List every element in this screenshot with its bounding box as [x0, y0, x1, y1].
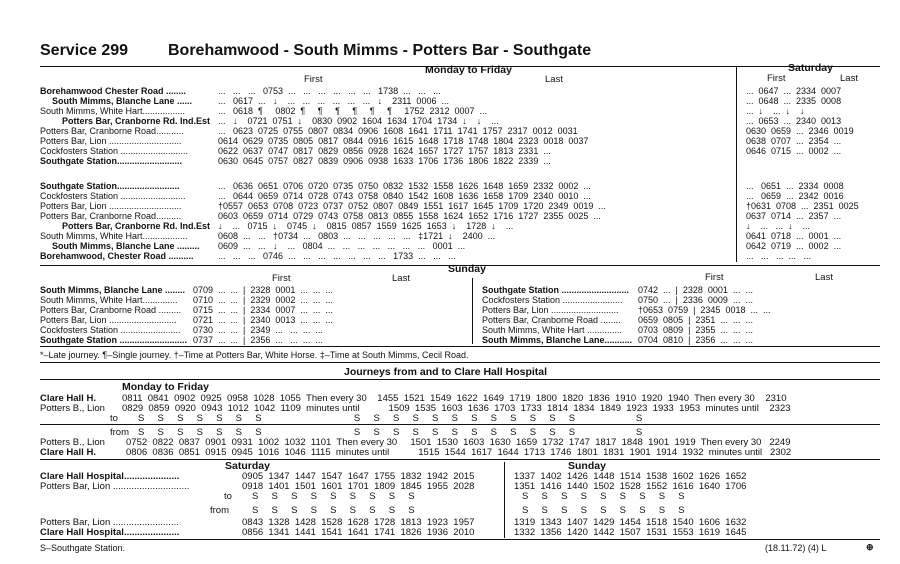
stop-name: Potters Bar, Lion ........................... [40, 315, 177, 325]
times: ... ↓ ... ↓ ↓ [746, 106, 805, 116]
times: †0557 0653 0708 0723 0737 0752 0807 0849 1551 1617 1645 1709 1720 2349 0019 ... [218, 201, 606, 211]
stop-name: South Mimms, Blanche Lane........... [482, 335, 633, 345]
stop-name: Potters Bar, Cranborne Road ......... [40, 305, 182, 315]
sun-right-table [482, 285, 770, 345]
notes-rule [40, 346, 880, 347]
sun-first-label-r: First [705, 272, 724, 283]
hosp-sat-r2: 0918 1401 1501 1601 1701 1809 1845 1955 2028 [242, 481, 475, 492]
service-number: Service 299 [40, 42, 129, 59]
sun-last-label-l: Last [392, 273, 410, 284]
hosp-sat-r1-stop: Clare Hall Hospital..................... [40, 471, 180, 482]
times: 0646 0715 ... 0002 ... [746, 146, 842, 156]
table-row [40, 295, 333, 305]
table-row [40, 325, 333, 335]
sun-first-label-l: First [272, 273, 291, 284]
times: 0742 ... | 2328 0001 ... ... [638, 285, 753, 295]
table-row [482, 335, 770, 345]
table-row [482, 285, 770, 295]
stop-name: Southgate Station ........................... [482, 285, 630, 295]
hosp-sun-r3: S S S S S S S S S [522, 491, 685, 502]
stop-name: Cockfosters Station ........................ [482, 295, 623, 305]
hosp-sat-r4: S S S S S S S S S [252, 505, 415, 516]
table-row [40, 191, 606, 201]
stop-name: South Mimms, White Hart .............. [482, 325, 623, 335]
hosp-mf-r2: 0829 0859 0920 0943 1012 1042 1109 minutes until 1509 1535 1603 1636 1703 1733 1814 1834 1849 1923 1933 1953 minutes until 2323 [122, 403, 791, 414]
table-row [40, 86, 588, 96]
table-row [746, 146, 854, 156]
table-row [746, 251, 859, 261]
mf-inbound-table [40, 181, 606, 261]
table-row [746, 136, 854, 146]
hosp-mf-label: Monday to Friday [122, 381, 209, 393]
times: 0630 0659 ... 2346 0019 [746, 126, 854, 136]
mf-last-label: Last [545, 74, 563, 85]
hosp-mf-r4-stop: from [110, 427, 129, 438]
times: 0704 0810 | 2356 ... ... ... [638, 335, 753, 345]
times: ... 0617 ... ↓ ... ... ... ... ... ... ↓ 2311 0006 ... [218, 96, 449, 106]
hosp-sun-label: Sunday [568, 460, 606, 472]
hosp-mf-r6: 0806 0836 0851 0915 0945 1016 1046 1115 minutes until 1515 1544 1617 1644 1713 1746 1801 1831 1901 1914 1932 minutes until 2302 [126, 447, 792, 458]
times: ... 0647 ... 2334 0007 [746, 86, 842, 96]
times: 0641 0718 ... 0001 ... [746, 231, 842, 241]
sunday-divider [472, 278, 473, 344]
sunday-label: Sunday [448, 263, 486, 275]
table-row [482, 315, 770, 325]
stop-name: Potters Bar, Lion ........................... [482, 305, 619, 315]
stop-name: Cockfosters Station ........................ [40, 325, 181, 335]
stop-name: Potters Bar, Cranborne Road........... [40, 126, 184, 136]
table-row [40, 315, 333, 325]
times: ... 0623 0725 0755 0807 0834 0906 1608 1641 1711 1741 1757 2317 0012 0031 [218, 126, 578, 136]
times: 0750 ... | 2336 0009 ... ... [638, 295, 753, 305]
hosp-sat-r3-stop: to [224, 491, 232, 502]
sat-inbound-table [746, 181, 859, 261]
stop-name: Potters Bar, Cranborne Road ........ [482, 315, 621, 325]
table-row [746, 181, 859, 191]
hosp-mf-r1-stop: Clare Hall H. [40, 393, 96, 404]
times: 0737 ... ... | 2356 ... ... ... ... [193, 335, 323, 345]
times: 0659 0805 | 2351 ... ... ... [638, 315, 753, 325]
times: 0603 0659 0714 0729 0743 0758 0813 0855 1558 1624 1652 1716 1727 2355 0025 ... [218, 211, 601, 221]
stop-name: South Mimms, Blanche Lane ........ [40, 285, 186, 295]
sat-divider [736, 66, 737, 262]
hosp-sat-r4-stop: from [210, 505, 229, 516]
table-row [40, 201, 606, 211]
stop-name: Southgate Station ........................... [40, 335, 188, 345]
hosp-mf-r5: 0752 0822 0837 0901 0931 1002 1032 1101 Then every 30 1501 1530 1603 1630 1659 1732 1747 1817 1848 1901 1919 Then every 30 2249 [126, 437, 791, 448]
footer-ref: (18.11.72) (4) L [765, 543, 827, 553]
sat-first-label: First [767, 73, 786, 84]
footer-rule [40, 539, 880, 540]
stop-name: South Mimms, White Hart................. [40, 106, 186, 116]
sun-left-table [40, 285, 333, 345]
table-row [40, 136, 588, 146]
table-row [746, 116, 854, 126]
table-row [746, 126, 854, 136]
times: 0638 0707 ... 2354 ... [746, 136, 842, 146]
mf-first-label: First [304, 74, 323, 85]
table-row [40, 126, 588, 136]
times: ... 0618 ¶ 0802 ¶ ¶ ¶ ¶ ¶ ¶ 1752 2312 0007 ... [218, 106, 488, 116]
stop-name: Potters Bar, Lion ............................. [40, 201, 182, 211]
times: 0622 0637 0747 0817 0829 0856 0928 1624 1657 1727 1757 1813 2331 ... [218, 146, 551, 156]
table-row [40, 181, 606, 191]
hosp-sun-divider [504, 462, 505, 538]
table-row [40, 251, 606, 261]
times: 0715 ... ... | 2334 0007 ... ... ... [193, 305, 333, 315]
times: ... 0644 0659 0714 0728 0743 0758 0840 1542 1608 1636 1658 1709 2340 0010 ... [218, 191, 591, 201]
table-row [746, 211, 859, 221]
table-row [40, 335, 333, 345]
times: ... ... ... 0746 ... ... ... ... ... ... ... 1733 ... ... ... [218, 251, 456, 261]
times: 0614 0629 0735 0805 0817 0844 0916 1615 1648 1718 1748 1804 2323 0018 0037 [218, 136, 589, 146]
table-row [746, 96, 854, 106]
stop-name: Borehamwood, Chester Road .......... [40, 251, 194, 261]
times: ... ... ... ... ... [746, 251, 812, 261]
stop-name: Cockfosters Station .......................... [40, 191, 186, 201]
times: ↓ ... 0715 ↓ 0745 ↓ 0815 0857 1559 1625 1653 ↓ 1728 ↓ ... [218, 221, 514, 231]
table-row [40, 305, 333, 315]
table-row [40, 211, 606, 221]
hosp-sat-r1: 0905 1347 1447 1547 1647 1755 1832 1942 2015 [242, 471, 475, 482]
table-row [482, 295, 770, 305]
hosp-sat-r5-stop: Potters Bar, Lion ......................... [40, 517, 179, 528]
sat-label: Saturday [788, 62, 833, 74]
times: 0710 ... ... | 2329 0002 ... ... ... [193, 295, 333, 305]
hosp-sat-r6: 0856 1341 1441 1541 1641 1741 1826 1936 2010 [242, 527, 475, 538]
stop-name: Southgate Station......................... [40, 181, 180, 191]
mf-outbound-table [40, 86, 588, 166]
table-row [40, 106, 588, 116]
times: ... 0659 ... 2342 0016 [746, 191, 844, 201]
table-row [746, 231, 859, 241]
route-title: Borehamwood - South Mimms - Potters Bar - Southgate [168, 42, 592, 59]
mf-label: Monday to Friday [425, 64, 512, 76]
hosp-mf-r4: S S S S S S S S S S S S S S S S S S S S [138, 427, 643, 438]
table-row [746, 221, 859, 231]
table-row [40, 116, 588, 126]
hosp-sun-r1: 1337 1402 1426 1448 1514 1538 1602 1626 1652 [514, 471, 747, 482]
hosp-sun-r4: S S S S S S S S S [522, 505, 685, 516]
table-row [40, 146, 588, 156]
times: †0631 0708 ... 2351 0025 [746, 201, 859, 211]
table-row [40, 221, 606, 231]
times: 0608 ... ... †0734 ... 0803 ... ... ... ... ... ‡1721 ↓ 2400 ... [218, 231, 496, 241]
hosp-sat-r5: 0843 1328 1428 1528 1628 1728 1813 1923 1957 [242, 517, 475, 528]
table-row [746, 106, 854, 116]
stop-name: Potters Bar, Lion ............................. [40, 136, 182, 146]
stop-name: Potters Bar, Cranborne Rd. Ind.Est [62, 221, 211, 231]
table-row [482, 305, 770, 315]
times: ↓ ... ... ↓ ... [746, 221, 811, 231]
hosp-mf-r3: S S S S S S S S S S S S S S S S S S S S [138, 413, 643, 424]
hospital-rule-bottom [40, 379, 880, 380]
table-row [40, 96, 588, 106]
hosp-mf-r5-stop: Potters B., Lion [40, 437, 105, 448]
times: ... 0653 ... 2340 0013 [746, 116, 842, 126]
times: 0721 ... ... | 2340 0013 ... ... ... [193, 315, 333, 325]
stop-name: Potters Bar, Cranborne Road.......... [40, 211, 182, 221]
stop-name: Potters Bar, Cranborne Rd. Ind.Est [62, 116, 211, 126]
table-row [40, 156, 588, 166]
table-row [746, 86, 854, 96]
times: †0653 0759 | 2345 0018 ... ... [638, 305, 771, 315]
hosp-mf-r1: 0811 0841 0902 0925 0958 1028 1055 Then every 30 1455 1521 1549 1622 1649 1719 1800 1820 1836 1910 1920 1940 Then every 30 2310 [122, 393, 787, 404]
table-row [40, 231, 606, 241]
hospital-title: Journeys from and to Clare Hall Hospital [344, 366, 548, 378]
hosp-mf-r2-stop: Potters B., Lion [40, 403, 105, 414]
hosp-mf-r6-stop: Clare Hall H. [40, 447, 96, 458]
hospital-rule-top [40, 362, 880, 363]
table-row [746, 241, 859, 251]
hosp-sat-r6-stop: Clare Hall Hospital..................... [40, 527, 180, 538]
table-row [40, 241, 606, 251]
stop-name: South Mimms, White Hart.................. [40, 231, 188, 241]
stop-name: Southgate Station.......................... [40, 156, 183, 166]
hosp-sat-label: Saturday [225, 460, 270, 472]
hosp-sun-r5: 1319 1343 1407 1429 1454 1518 1540 1606 1632 [514, 517, 747, 528]
sat-outbound-table [746, 86, 854, 156]
stop-name: Cockfosters Station ........................... [40, 146, 189, 156]
hosp-sat-r3: S S S S S S S S S [252, 491, 415, 502]
hosp-mf-r3-stop: to [110, 413, 118, 424]
times: 0703 0809 | 2355 ... ... ... [638, 325, 753, 335]
times: ... 0636 0651 0706 0720 0735 0750 0832 1532 1558 1626 1648 1659 2332 0002 ... [218, 181, 591, 191]
times: 0637 0714 ... 2357 ... [746, 211, 842, 221]
sun-last-label-r: Last [815, 272, 833, 283]
table-row [746, 191, 859, 201]
table-row [40, 285, 333, 295]
times: 0709 ... ... | 2328 0001 ... ... ... [193, 285, 333, 295]
hosp-sun-r2: 1351 1416 1440 1502 1528 1552 1616 1640 1706 [514, 481, 747, 492]
footnotes: *–Late journey. ¶–Single journey. †–Time at Potters Bar, White Horse. ‡–Time at South Mimms, Cecil Road. [40, 350, 469, 360]
times: 0630 0645 0757 0827 0839 0906 0938 1633 1706 1736 1806 1822 2339 ... [218, 156, 551, 166]
times: 0609 ... ... ↓ ... 0804 ... ... ... ... ... ... ... 0001 ... [218, 241, 466, 251]
table-row [746, 201, 859, 211]
stop-name: South Mimms, Blanche Lane ...... [52, 96, 193, 106]
times: 0642 0719 ... 0002 ... [746, 241, 842, 251]
hosp-sun-r6: 1332 1356 1420 1442 1507 1531 1553 1619 1645 [514, 527, 747, 538]
hosp-sat-rule [40, 459, 880, 460]
hosp-mf-rule [40, 424, 880, 425]
hosp-sat-r2-stop: Potters Bar, Lion ............................. [40, 481, 190, 492]
times: 0730 ... ... | 2349 ... ... ... ... [193, 325, 323, 335]
times: ... ↓ 0721 0751 ↓ 0830 0902 1604 1634 1704 1734 ↓ ↓ ... [218, 116, 499, 126]
sat-last-label: Last [840, 73, 858, 84]
footer-key: S–Southgate Station. [40, 543, 126, 553]
times: ... 0651 ... 2334 0008 [746, 181, 844, 191]
times: ... 0648 ... 2335 0008 [746, 96, 842, 106]
stop-name: South Mimms, Blanche Lane ......... [52, 241, 200, 251]
stop-name: Borehamwood Chester Road ........ [40, 86, 187, 96]
table-row [482, 325, 770, 335]
footer-mark-icon: ⊕ [866, 542, 874, 552]
times: ... ... ... 0753 ... ... ... ... ... ... 1738 ... ... ... [218, 86, 441, 96]
stop-name: South Mimms, White Hart.............. [40, 295, 178, 305]
